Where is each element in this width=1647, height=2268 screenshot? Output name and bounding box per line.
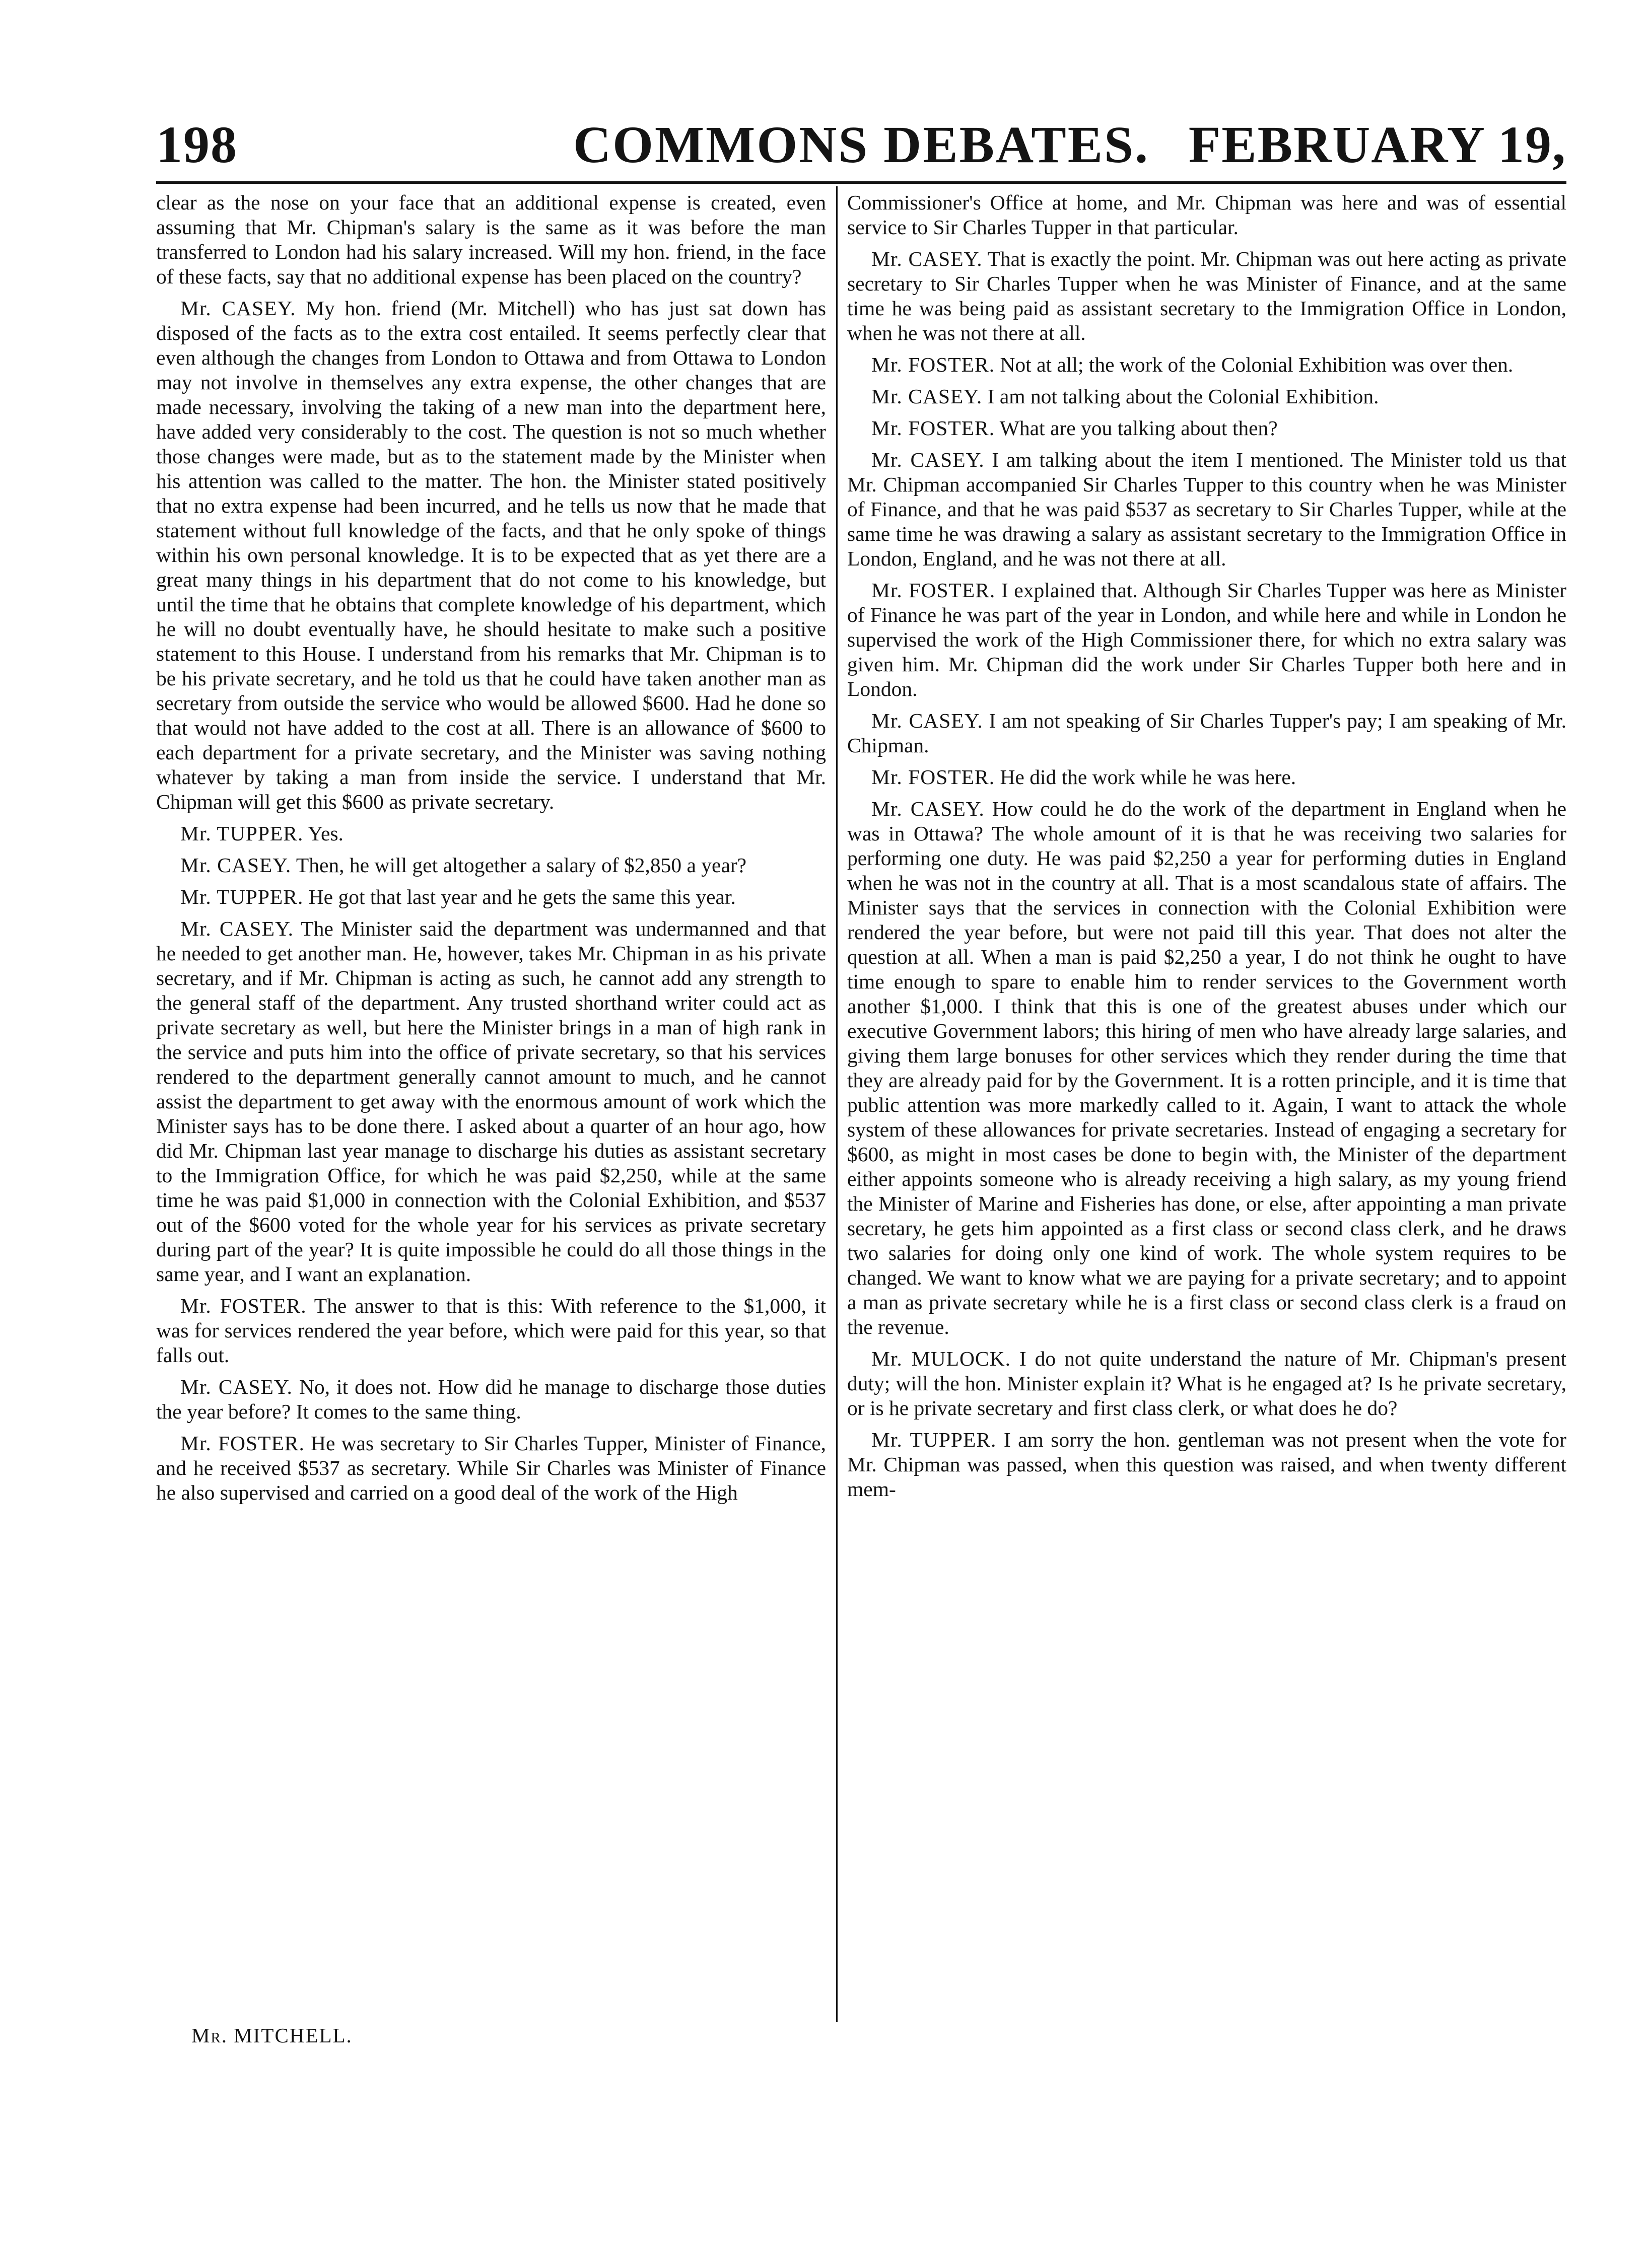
right-column bbox=[847, 190, 1566, 1509]
speech-text: Commissioner's Office at home, and Mr. Chipman was here and was of essential service to Sir Charles Tupper in that particular. bbox=[847, 191, 1566, 239]
paragraph bbox=[156, 1431, 826, 1505]
speaker-name: Mr. FOSTER. bbox=[871, 416, 995, 440]
speaker-name: Mr. CASEY. bbox=[180, 297, 296, 320]
speaker-name: Mr. FOSTER. bbox=[871, 353, 995, 376]
speech-text: He was secretary to Sir Charles Tupper, Minister of Finance, and he received $537 as secretary. While Sir Charles was Minister of Finance he also supervised and carried on a good deal of the work of the High bbox=[156, 1432, 826, 1504]
paragraph bbox=[156, 821, 826, 846]
speech-text: How could he do the work of the department in England when he was in Ottawa? The whole amount of it is that he was receiving two salaries for performing one duty. He was paid $2,250 a year for performing duties in England when he was not in the country at all. That is a most scandalous state of affairs. The Minister says that the services in connection with the Colonial Exhibition were rendered the year before, but were not paid till this year. That does not alter the question at all. When a man is paid $2,250 a year, I do not think he ought to have time enough to spare to enable him to render services to the Government worth another $1,000. I think that this is one of the greatest abuses under which our executive Government labors; this hiring of men who have already large salaries, and giving them large bonuses for other services which they render during the time that they are already paid for by the Government. It is a rotten principle, and it is time that public attention was more markedly called to it. Again, I want to attack the whole system of these allowances for private secretaries. Instead of engaging a secretary for $600, as might in most cases be done to begin with, the Minister of the department either appoints someone who is already receiving a high salary, as my young friend the Minister of Marine and Fisheries has done, or else, after appointing a man private secretary, he gets him appointed as a first class or second class clerk, and he draws two salaries for doing only one kind of work. The whole system requires to be changed. We want to know what we are paying for a private secretary; and to appoint a man as private secretary while he is a first class or second class clerk is a fraud on the revenue. bbox=[847, 797, 1566, 1338]
speaker-name: Mr. CASEY. bbox=[180, 917, 294, 940]
speech-text: I am not talking about the Colonial Exhibition. bbox=[987, 385, 1379, 408]
footer-speaker-name: Mr. MITCHELL. bbox=[191, 2024, 353, 2047]
page-number: 198 bbox=[156, 116, 238, 174]
speech-text: He got that last year and he gets the same this year. bbox=[308, 885, 736, 908]
paragraph bbox=[847, 1346, 1566, 1421]
column-divider bbox=[836, 186, 838, 2022]
paragraph bbox=[156, 190, 826, 289]
paragraph bbox=[847, 384, 1566, 409]
paragraph bbox=[156, 1375, 826, 1424]
speaker-name: Mr. FOSTER. bbox=[871, 765, 995, 789]
speaker-name: Mr. FOSTER. bbox=[180, 1432, 305, 1455]
speaker-name: Mr. CASEY. bbox=[871, 385, 983, 408]
header-rule bbox=[156, 181, 1566, 184]
speech-text: I am not speaking of Sir Charles Tupper's pay; I am speaking of Mr. Chipman. bbox=[847, 709, 1566, 757]
header-date: FEBRUARY 19, bbox=[1188, 116, 1566, 174]
speaker-name: Mr. CASEY. bbox=[871, 797, 985, 820]
paragraph bbox=[847, 708, 1566, 758]
speech-text: Then, he will get altogether a salary of $2,850 a year? bbox=[296, 854, 747, 877]
speaker-name: Mr. FOSTER. bbox=[871, 579, 996, 602]
speaker-name: Mr. MULOCK. bbox=[871, 1347, 1011, 1370]
speaker-name: Mr. TUPPER. bbox=[871, 1428, 997, 1451]
speech-text: I am sorry the hon. gentleman was not present when the vote for Mr. Chipman was passed, when this question was raised, and when twenty different mem- bbox=[847, 1428, 1566, 1501]
paragraph bbox=[847, 797, 1566, 1339]
paragraph bbox=[847, 578, 1566, 701]
paragraph bbox=[156, 853, 826, 878]
speaker-name: Mr. FOSTER. bbox=[180, 1294, 307, 1317]
running-title: COMMONS DEBATES. bbox=[573, 116, 1149, 174]
speaker-name: Mr. CASEY. bbox=[180, 854, 292, 877]
speech-text: I am talking about the item I mentioned. The Minister told us that Mr. Chipman accompanied Sir Charles Tupper to this country when he was Minister of Finance, and that he was paid $537 as secretary to Sir Charles Tupper, while at the same time he was drawing a salary as assistant secretary to the Immigration Office in London, England, and he was not there at all. bbox=[847, 448, 1567, 570]
paragraph bbox=[847, 1428, 1566, 1502]
speech-text: No, it does not. How did he manage to discharge those duties the year before? It comes to the same thing. bbox=[156, 1375, 827, 1423]
speech-text: The answer to that is this: With reference to the $1,000, it was for services rendered the year before, which were paid for this year, so that falls out. bbox=[156, 1294, 826, 1367]
speaker-name: Mr. CASEY. bbox=[180, 1375, 293, 1398]
speech-text: I do not quite understand the nature of Mr. Chipman's present duty; will the hon. Minister explain it? What is he engaged at? Is he private secretary, or is he private secretary and first class clerk, or what does he do? bbox=[847, 1347, 1566, 1420]
page-header bbox=[156, 115, 1566, 174]
speech-text: My hon. friend (Mr. Mitchell) who has just sat down has disposed of the facts as to the extra cost entailed. It seems perfectly clear that even although the changes from London to Ottawa and from Ottawa to London may not involve in themselves any extra expense, the other changes that are made necessary, involving the taking of a new man into the department here, have added very considerably to the cost. The question is not so much whether those changes were made, but as to the statement made by the Minister when his attention was called to the matter. The hon. the Minister stated positively that no extra expense had been incurred, and he tells us now that he made that statement without full knowledge of the facts, and that he only spoke of things within his own personal knowledge. It is to be expected that as yet there are a great many things in his department that do not come to his knowledge, but until the time that he obtains that complete knowledge of his department, which he will no doubt eventually have, he should hesitate to make such a positive statement to this House. I understand from his remarks that Mr. Chipman is to be his private secretary, and he told us that he could have taken another man as secretary from outside the service who would be allowed $600. Had he done so that would not have added to the cost at all. There is an allowance of $600 to each department for a private secretary, and the Minister was saving nothing whatever by taking a man from inside the service. I understand that Mr. Chipman will get this $600 as private secretary. bbox=[156, 297, 826, 813]
paragraph bbox=[156, 916, 826, 1287]
paragraph bbox=[847, 247, 1566, 345]
speech-text: Not at all; the work of the Colonial Exhibition was over then. bbox=[1000, 353, 1514, 376]
paragraph bbox=[847, 448, 1566, 571]
paragraph bbox=[847, 352, 1566, 377]
left-column bbox=[156, 190, 826, 1512]
speaker-name: Mr. CASEY. bbox=[871, 247, 983, 270]
speech-text: I explained that. Although Sir Charles Tupper was here as Minister of Finance he was part of the year in London, and while here and while in London he supervised the work of the High Commissioner there, for which no extra salary was given him. Mr. Chipman did the work under Sir Charles Tupper both here and in London. bbox=[847, 579, 1566, 700]
speaker-name: Mr. TUPPER. bbox=[180, 822, 304, 845]
paragraph bbox=[847, 765, 1566, 790]
speaker-name: Mr. TUPPER. bbox=[180, 885, 304, 908]
speech-text: The Minister said the department was undermanned and that he needed to get another man. He, however, takes Mr. Chipman in as his private secretary, and if Mr. Chipman is acting as such, he cannot add any strength to the general staff of the department. Any trusted shorthand writer could act as private secretary as well, but here the Minister brings in a man of high rank in the service and puts him into the office of private secretary, so that his services rendered to the department generally cannot amount to much, and he cannot assist the department to get away with the enormous amount of work which the Minister says has to be done there. I asked about a quarter of an hour ago, how did Mr. Chipman last year manage to discharge his duties as assistant secretary to the Immigration Office, for which he was paid $2,250, while at the same time he was paid $1,000 in connection with the Colonial Exhibition, and $537 out of the $600 voted for the whole year for his services as private secretary during part of the year? It is quite impossible he could do all those things in the same year, and I want an explanation. bbox=[156, 917, 826, 1286]
speech-text: What are you talking about then? bbox=[999, 416, 1278, 440]
paragraph bbox=[156, 885, 826, 909]
speech-text: He did the work while he was here. bbox=[1000, 765, 1296, 789]
speech-text: Yes. bbox=[308, 822, 344, 845]
speaker-name: Mr. CASEY. bbox=[871, 448, 985, 471]
speaker-name: Mr. CASEY. bbox=[871, 709, 983, 732]
paragraph bbox=[847, 190, 1566, 240]
speech-text: clear as the nose on your face that an additional expense is created, even assuming that Mr. Chipman's salary is the same as it was before the man transferred to London had his salary increased. Will my hon. friend, in the face of these facts, say that no additional expense has been placed on the country? bbox=[156, 191, 826, 288]
paragraph bbox=[847, 416, 1566, 441]
paragraph bbox=[156, 296, 826, 814]
speech-text: That is exactly the point. Mr. Chipman was out here acting as private secretary to Sir Charles Tupper when he was Minister of Finance, and at the same time he was being paid as assistant secretary to the Immigration Office in London, when he was not there at all. bbox=[847, 247, 1566, 344]
paragraph bbox=[156, 1294, 826, 1368]
